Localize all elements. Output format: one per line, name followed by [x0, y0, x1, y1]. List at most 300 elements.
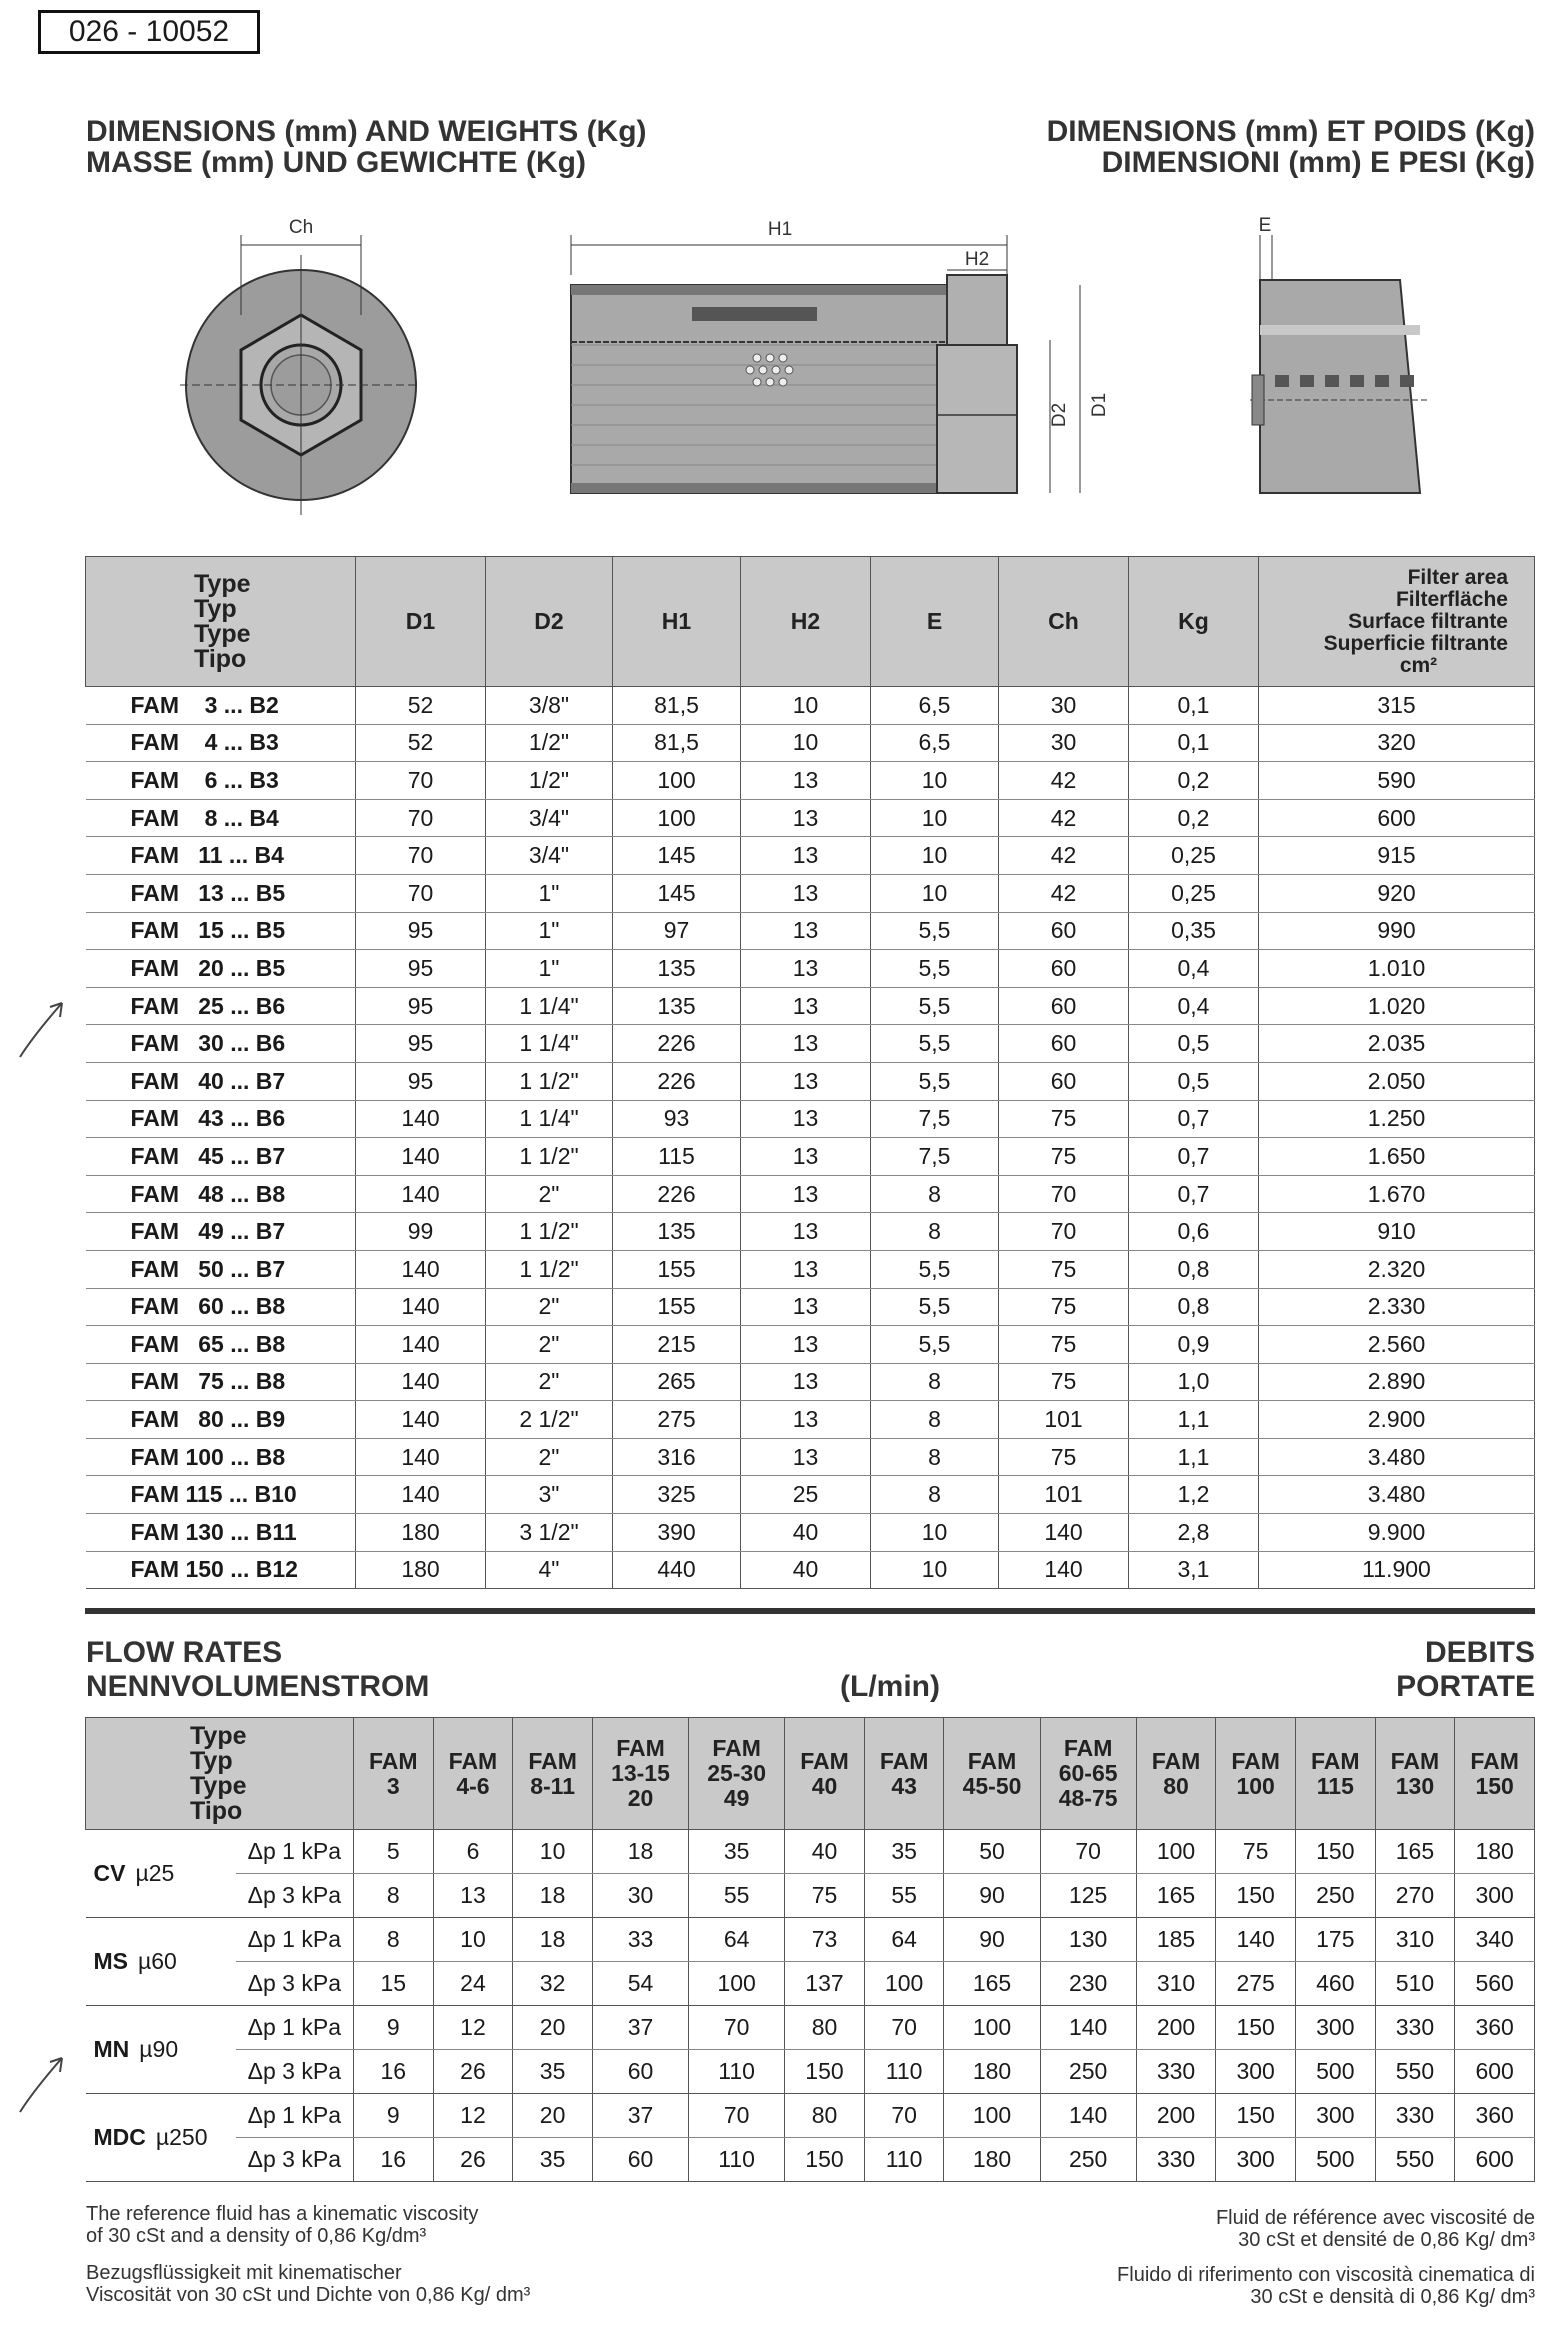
flow-value: 30 [592, 1874, 688, 1918]
flow-value: 32 [513, 1962, 593, 2006]
cell-area: 910 [1259, 1213, 1535, 1251]
dimension-row [86, 1100, 1535, 1138]
cell-ch: 70 [999, 1175, 1129, 1213]
flow-value: 13 [433, 1874, 513, 1918]
note-german [86, 2262, 530, 2306]
flow-value: 90 [944, 1918, 1040, 1962]
filter-area-de: Filterfläche [1395, 587, 1508, 611]
cell-type: FAM 50 ... B7 [86, 1250, 356, 1288]
flow-value: 250 [1040, 2138, 1136, 2182]
cell-h1: 316 [613, 1438, 741, 1476]
cell-h1: 81,5 [613, 724, 741, 762]
col-header-h2: H2 [741, 557, 871, 687]
flow-value: 180 [944, 2138, 1040, 2182]
flow-value: 330 [1136, 2050, 1216, 2094]
note-english-line-1: The reference fluid has a kinematic viscosity [86, 2203, 479, 2225]
note-english [86, 2203, 478, 2247]
cell-kg: 1,2 [1129, 1476, 1259, 1514]
flow-col-header [864, 1718, 944, 1830]
cell-d2: 1 1/4" [486, 1100, 613, 1138]
flow-col-header-line: FAM [967, 1747, 1017, 1774]
flow-col-header-line: 80 [1163, 1772, 1189, 1799]
dimension-row [86, 1138, 1535, 1176]
header-left-line-2: MASSE (mm) UND GEWICHTE (Kg) [86, 146, 586, 179]
flow-value: 9 [354, 2006, 434, 2050]
cell-area: 9.900 [1259, 1514, 1535, 1552]
flow-type-header-en: Type [190, 1721, 247, 1750]
flow-value: 150 [1295, 1830, 1375, 1874]
flow-row [86, 2006, 1535, 2050]
flow-value: 600 [1455, 2138, 1535, 2182]
flow-col-header-line: FAM [879, 1747, 929, 1774]
cell-h2: 10 [741, 724, 871, 762]
cell-e: 5,5 [871, 987, 999, 1025]
cell-h1: 325 [613, 1476, 741, 1514]
flow-col-header-line: FAM [1390, 1747, 1440, 1774]
cell-type: FAM 3 ... B2 [86, 687, 356, 725]
flow-col-header-line: FAM [1311, 1747, 1360, 1774]
flow-value: 26 [433, 2138, 513, 2182]
filter-area-unit: cm² [1399, 653, 1438, 677]
flow-value: 35 [689, 1830, 785, 1874]
filter-grade-name: MDC [93, 2124, 146, 2150]
flow-col-header-line: FAM [800, 1747, 849, 1774]
document-code: 026 - 10052 [38, 10, 260, 54]
cell-area: 1.670 [1259, 1175, 1535, 1213]
cell-d1: 70 [356, 799, 486, 837]
type-header-it: Tipo [194, 644, 247, 673]
cell-area: 2.320 [1259, 1250, 1535, 1288]
flow-value: 300 [1216, 2138, 1296, 2182]
cell-h2: 13 [741, 762, 871, 800]
cell-ch: 42 [999, 837, 1129, 875]
dimension-row [86, 1326, 1535, 1364]
flow-col-header-line: FAM [1231, 1747, 1280, 1774]
cell-e: 5,5 [871, 1250, 999, 1288]
cell-e: 8 [871, 1213, 999, 1251]
pressure-drop-label: Δp 3 kPa [236, 2050, 354, 2094]
cell-d2: 3/8" [486, 687, 613, 725]
cell-d1: 70 [356, 874, 486, 912]
flow-value: 16 [354, 2138, 434, 2182]
cell-h1: 155 [613, 1288, 741, 1326]
flow-value: 165 [1375, 1830, 1455, 1874]
flow-value: 185 [1136, 1918, 1216, 1962]
flow-value: 73 [785, 1918, 865, 1962]
cell-area: 3.480 [1259, 1476, 1535, 1514]
type-header-fr: Type [194, 619, 251, 648]
dimension-row [86, 1476, 1535, 1514]
cell-ch: 42 [999, 874, 1129, 912]
flow-value: 460 [1295, 1962, 1375, 2006]
flow-value: 6 [433, 1830, 513, 1874]
cell-h2: 10 [741, 687, 871, 725]
cell-e: 6,5 [871, 724, 999, 762]
flow-value: 150 [1216, 2094, 1296, 2138]
note-italian [1117, 2264, 1535, 2308]
flow-col-header [592, 1718, 688, 1830]
flow-col-header-line: 115 [1316, 1772, 1354, 1799]
note-german-line-1: Bezugsflüssigkeit mit kinematischer [86, 2262, 402, 2284]
flow-row [86, 1874, 1535, 1918]
col-header-kg: Kg [1129, 557, 1259, 687]
cell-ch: 75 [999, 1250, 1129, 1288]
filter-grade-micron: µ60 [138, 1948, 177, 1974]
cell-ch: 75 [999, 1363, 1129, 1401]
cell-ch: 75 [999, 1100, 1129, 1138]
dimension-row [86, 1250, 1535, 1288]
flow-value: 35 [513, 2050, 593, 2094]
flow-col-header-line: FAM [1151, 1747, 1201, 1774]
flow-title-right [1396, 1636, 1535, 1704]
flow-col-header [944, 1718, 1040, 1830]
cell-e: 10 [871, 762, 999, 800]
filter-grade-micron: µ25 [135, 1860, 175, 1886]
flow-value: 100 [944, 2094, 1040, 2138]
cell-h2: 13 [741, 837, 871, 875]
filter-grade-name: MN [93, 2036, 130, 2062]
cell-h1: 215 [613, 1326, 741, 1364]
cell-area: 2.900 [1259, 1401, 1535, 1439]
cell-h1: 93 [613, 1100, 741, 1138]
cell-d1: 70 [356, 762, 486, 800]
cell-e: 8 [871, 1476, 999, 1514]
cell-kg: 0,9 [1129, 1326, 1259, 1364]
cell-area: 11.900 [1259, 1551, 1535, 1589]
cell-ch: 30 [999, 724, 1129, 762]
flow-value: 20 [513, 2006, 593, 2050]
cell-d2: 2" [486, 1288, 613, 1326]
col-header-d1: D1 [356, 557, 486, 687]
pressure-drop-label: Δp 3 kPa [236, 2138, 354, 2182]
flow-value: 510 [1375, 1962, 1455, 2006]
flow-title-fr: DEBITS [1424, 1636, 1535, 1669]
cell-d1: 52 [356, 724, 486, 762]
flow-row [86, 2094, 1535, 2138]
flow-value: 40 [785, 1830, 865, 1874]
flow-value: 500 [1295, 2050, 1375, 2094]
flow-value: 310 [1136, 1962, 1216, 2006]
flow-value: 64 [864, 1918, 944, 1962]
cell-d2: 1 1/4" [486, 1025, 613, 1063]
header-right [1047, 116, 1535, 178]
flow-title-it: PORTATE [1396, 1670, 1535, 1703]
flow-col-header [785, 1718, 865, 1830]
flow-value: 37 [592, 2094, 688, 2138]
cell-h2: 13 [741, 1138, 871, 1176]
dimension-row [86, 1213, 1535, 1251]
cell-e: 7,5 [871, 1100, 999, 1138]
cell-ch: 75 [999, 1326, 1129, 1364]
cell-d1: 140 [356, 1401, 486, 1439]
flow-value: 270 [1375, 1874, 1455, 1918]
cell-kg: 1,1 [1129, 1438, 1259, 1476]
flow-value: 24 [433, 1962, 513, 2006]
dimension-row [86, 1438, 1535, 1476]
flow-value: 230 [1040, 1962, 1136, 2006]
cell-d2: 1 1/4" [486, 987, 613, 1025]
flow-value: 90 [944, 1874, 1040, 1918]
dimension-row [86, 1062, 1535, 1100]
flow-value: 150 [1216, 1874, 1296, 1918]
filter-area-it: Superficie filtrante [1323, 631, 1508, 655]
flow-col-header-line: 4-6 [456, 1772, 490, 1799]
note-french-line-2: 30 cSt et densité de 0,86 Kg/ dm³ [1238, 2229, 1535, 2251]
cell-h2: 13 [741, 799, 871, 837]
cell-h2: 13 [741, 1175, 871, 1213]
cell-h1: 135 [613, 987, 741, 1025]
cell-ch: 60 [999, 912, 1129, 950]
flow-value: 360 [1455, 2006, 1535, 2050]
flow-value: 165 [944, 1962, 1040, 2006]
pressure-drop-label: Δp 3 kPa [236, 1874, 354, 1918]
flow-value: 37 [592, 2006, 688, 2050]
flow-value: 110 [689, 2050, 785, 2094]
flow-col-header [354, 1718, 434, 1830]
flow-value: 330 [1375, 2094, 1455, 2138]
filter-area-fr: Surface filtrante [1348, 609, 1508, 633]
flow-row [86, 2050, 1535, 2094]
cell-d2: 3 1/2" [486, 1514, 613, 1552]
dimension-row [86, 799, 1535, 837]
flow-value: 330 [1136, 2138, 1216, 2182]
cell-area: 1.010 [1259, 950, 1535, 988]
flow-value: 18 [513, 1874, 593, 1918]
pressure-drop-label: Δp 1 kPa [236, 2006, 354, 2050]
note-french-line-1: Fluid de référence avec viscosité de [1215, 2207, 1535, 2229]
flow-value: 64 [689, 1918, 785, 1962]
cell-area: 2.560 [1259, 1326, 1535, 1364]
cell-d1: 95 [356, 950, 486, 988]
flow-value: 80 [785, 2094, 865, 2138]
cell-kg: 0,7 [1129, 1175, 1259, 1213]
cell-d1: 95 [356, 987, 486, 1025]
filter-grade-micron: µ250 [155, 2124, 208, 2150]
cell-d2: 1 1/2" [486, 1062, 613, 1100]
flow-value: 340 [1455, 1918, 1535, 1962]
cell-ch: 101 [999, 1476, 1129, 1514]
filter-grade [86, 2094, 236, 2182]
flow-title-de: NENNVOLUMENSTROM [86, 1670, 430, 1703]
flow-col-header [1295, 1718, 1375, 1830]
flow-value: 8 [354, 1918, 434, 1962]
header-left-line-1: DIMENSIONS (mm) AND WEIGHTS (Kg) [86, 115, 647, 148]
flow-value: 310 [1375, 1918, 1455, 1962]
cell-kg: 0,7 [1129, 1100, 1259, 1138]
dimensions-table-body [86, 687, 1535, 1589]
flow-value: 55 [864, 1874, 944, 1918]
pressure-drop-label: Δp 1 kPa [236, 1830, 354, 1874]
cell-h2: 13 [741, 1062, 871, 1100]
cell-h1: 135 [613, 1213, 741, 1251]
cell-type: FAM 4 ... B3 [86, 724, 356, 762]
cell-e: 10 [871, 1551, 999, 1589]
flow-value: 250 [1295, 1874, 1375, 1918]
cell-type: FAM 75 ... B8 [86, 1363, 356, 1401]
cell-d1: 140 [356, 1250, 486, 1288]
flow-col-header [513, 1718, 593, 1830]
cell-ch: 140 [999, 1514, 1129, 1552]
cell-h2: 13 [741, 1025, 871, 1063]
cell-d2: 1" [486, 950, 613, 988]
cell-h1: 145 [613, 874, 741, 912]
cell-e: 5,5 [871, 1025, 999, 1063]
header-left [86, 116, 647, 178]
cell-d1: 140 [356, 1100, 486, 1138]
cell-e: 10 [871, 1514, 999, 1552]
pressure-drop-label: Δp 1 kPa [236, 1918, 354, 1962]
cell-area: 990 [1259, 912, 1535, 950]
flow-col-header-line: FAM [1470, 1747, 1519, 1774]
cell-ch: 70 [999, 1213, 1129, 1251]
type-header-en: Type [194, 569, 251, 598]
flow-value: 75 [1216, 1830, 1296, 1874]
flow-type-header-fr: Type [190, 1771, 247, 1800]
flow-value: 300 [1295, 2006, 1375, 2050]
cell-h1: 81,5 [613, 687, 741, 725]
cell-d1: 95 [356, 912, 486, 950]
cell-type: FAM 45 ... B7 [86, 1138, 356, 1176]
flow-value: 80 [785, 2006, 865, 2050]
cell-ch: 60 [999, 1025, 1129, 1063]
cell-d2: 1" [486, 874, 613, 912]
flow-type-header-de: Typ [190, 1746, 233, 1775]
dimension-row [86, 1551, 1535, 1589]
cell-h2: 13 [741, 874, 871, 912]
cell-e: 10 [871, 874, 999, 912]
cell-d1: 140 [356, 1476, 486, 1514]
handwritten-arrow-icon [14, 995, 74, 1065]
note-italian-line-1: Fluido di riferimento con viscosità cinematica di [1117, 2264, 1535, 2286]
label-e: E [1258, 215, 1272, 236]
flow-value: 140 [1040, 2006, 1136, 2050]
flow-value: 70 [689, 2094, 785, 2138]
cell-d2: 1/2" [486, 724, 613, 762]
cell-d1: 52 [356, 687, 486, 725]
cell-e: 6,5 [871, 687, 999, 725]
flow-value: 150 [785, 2138, 865, 2182]
note-italian-line-2: 30 cSt e densità di 0,86 Kg/ dm³ [1250, 2286, 1535, 2308]
cell-e: 8 [871, 1175, 999, 1213]
cell-d2: 3/4" [486, 837, 613, 875]
cell-area: 915 [1259, 837, 1535, 875]
filter-technical-drawing [180, 215, 1480, 535]
cell-e: 5,5 [871, 950, 999, 988]
detail-view [1250, 215, 1430, 493]
flow-value: 70 [1040, 1830, 1136, 1874]
cell-kg: 0,1 [1129, 687, 1259, 725]
cell-h1: 440 [613, 1551, 741, 1589]
flow-value: 130 [1040, 1918, 1136, 1962]
flow-col-header-line: 48-75 [1058, 1785, 1118, 1811]
flow-value: 175 [1295, 1918, 1375, 1962]
cell-ch: 75 [999, 1288, 1129, 1326]
cell-h1: 135 [613, 950, 741, 988]
filter-grade-micron: µ90 [139, 2036, 179, 2062]
cell-type: FAM 25 ... B6 [86, 987, 356, 1025]
cell-e: 10 [871, 799, 999, 837]
flow-value: 10 [433, 1918, 513, 1962]
label-d2: D2 [1049, 402, 1070, 428]
dimension-row [86, 874, 1535, 912]
cell-type: FAM 49 ... B7 [86, 1213, 356, 1251]
flow-col-header-line: 150 [1475, 1772, 1514, 1799]
flow-col-header-line: 100 [1236, 1772, 1275, 1799]
pressure-drop-label: Δp 3 kPa [236, 1962, 354, 2006]
filter-area-en: Filter area [1407, 565, 1508, 589]
flow-value: 300 [1295, 2094, 1375, 2138]
cell-d1: 140 [356, 1138, 486, 1176]
cell-h2: 13 [741, 987, 871, 1025]
flow-table-header-row [86, 1718, 1535, 1830]
cell-ch: 75 [999, 1138, 1129, 1176]
cell-e: 8 [871, 1401, 999, 1439]
note-english-line-2: of 30 cSt and a density of 0,86 Kg/dm³ [86, 2225, 427, 2247]
cell-d1: 140 [356, 1363, 486, 1401]
flow-col-header-line: 130 [1395, 1772, 1435, 1799]
cell-d2: 4" [486, 1551, 613, 1589]
cell-d2: 2" [486, 1438, 613, 1476]
cell-area: 1.650 [1259, 1138, 1535, 1176]
cell-kg: 0,1 [1129, 724, 1259, 762]
cell-area: 2.330 [1259, 1288, 1535, 1326]
cell-type: FAM 150 ... B12 [86, 1551, 356, 1589]
label-d1: D1 [1089, 392, 1110, 418]
dimension-row [86, 1288, 1535, 1326]
flow-value: 33 [592, 1918, 688, 1962]
cell-ch: 60 [999, 1062, 1129, 1100]
cell-h1: 275 [613, 1401, 741, 1439]
cell-kg: 0,4 [1129, 950, 1259, 988]
cell-e: 8 [871, 1438, 999, 1476]
type-header-de: Typ [194, 594, 237, 623]
dimension-row [86, 1025, 1535, 1063]
flow-value: 60 [592, 2050, 688, 2094]
flow-value: 70 [864, 2094, 944, 2138]
note-german-line-2: Viscosität von 30 cSt und Dichte von 0,86 Kg/ dm³ [86, 2284, 531, 2306]
flow-value: 140 [1216, 1918, 1296, 1962]
flow-value: 12 [433, 2094, 513, 2138]
cell-e: 7,5 [871, 1138, 999, 1176]
flow-col-header-line: 20 [627, 1785, 654, 1811]
flow-value: 60 [592, 2138, 688, 2182]
side-view [571, 219, 1110, 493]
col-header-e: E [871, 557, 999, 687]
type-header [86, 557, 356, 687]
dimension-row [86, 1401, 1535, 1439]
cell-kg: 0,8 [1129, 1288, 1259, 1326]
cell-area: 2.035 [1259, 1025, 1535, 1063]
flow-unit: (L/min) [840, 1670, 940, 1703]
cell-d2: 1 1/2" [486, 1138, 613, 1176]
cell-kg: 3,1 [1129, 1551, 1259, 1589]
cell-d2: 2 1/2" [486, 1401, 613, 1439]
filter-grade-name: MS [93, 1948, 128, 1974]
cell-type: FAM 65 ... B8 [86, 1326, 356, 1364]
col-header-ch: Ch [999, 557, 1129, 687]
cell-d1: 140 [356, 1438, 486, 1476]
flow-col-header-line: 3 [386, 1772, 400, 1799]
cell-d2: 3/4" [486, 799, 613, 837]
cell-type: FAM 13 ... B5 [86, 874, 356, 912]
cell-d2: 1" [486, 912, 613, 950]
cell-kg: 1,0 [1129, 1363, 1259, 1401]
cell-kg: 0,25 [1129, 874, 1259, 912]
cell-type: FAM 8 ... B4 [86, 799, 356, 837]
cell-type: FAM 20 ... B5 [86, 950, 356, 988]
cell-area: 920 [1259, 874, 1535, 912]
cell-type: FAM 15 ... B5 [86, 912, 356, 950]
